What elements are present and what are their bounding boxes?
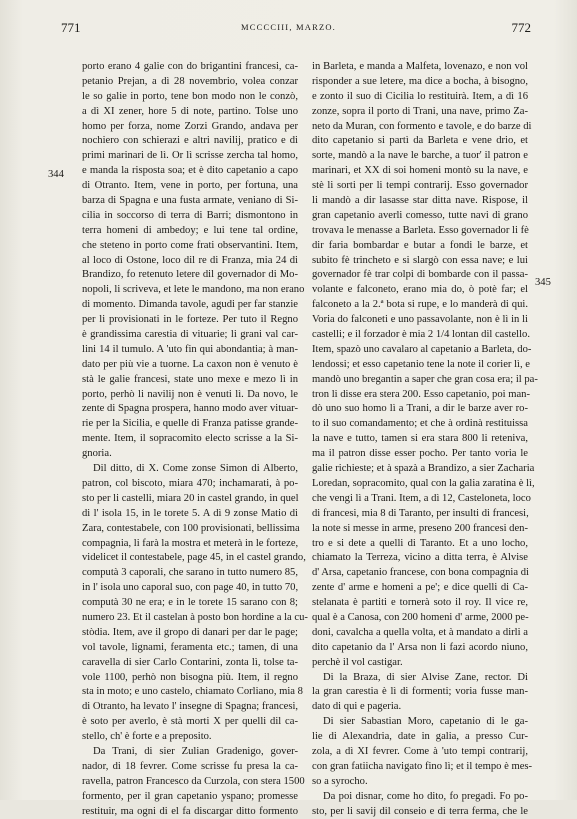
text-line: so a syrocho. [312,775,368,787]
text-line: tron li disse era stera 200. Esso capetanio, poi man- [312,388,530,400]
text-line: nochiero con schierazi e altri navilij, pratico e di [82,135,298,147]
text-line: gran capetanio averli comesso, tutte navi di grano [312,209,528,221]
text-line: di l' isola 15, in le torete 5. A dì 9 zonse Matio di [82,507,298,519]
text-line: stè li sorti per li tempi contrarij. Esso governador [312,180,528,192]
text-line: stòdia. Item, ave il gropo di danari per dar le page; [82,626,298,638]
text-line: Brandizo, fo retenuto letere dil governador di Mo- [82,269,298,281]
margin-number-right: 345 [535,277,551,288]
text-line: computà 3 caporali, che sarano in tutto numero 85, [82,567,298,579]
text-line: la nave e tutto, tamen si era stara 800 li reteniva, [312,433,528,445]
text-line: che vengi lì a Trani. Item, a dì 12, Casteloneta, loco [312,492,531,504]
text-line: primi marinari de lì. Or lì scrisse zercha tal homo, [82,150,298,162]
page-number-right: 772 [511,20,531,35]
text-line: lendossi; et esso capetanio tene la note il corier lì, e [312,358,530,370]
text-line: Da poi disnar, come ho dito, fo pregadi. Fo po- [323,790,528,802]
text-line: governador fè trar colpi di bombarde con il passa- [312,269,528,281]
text-line: ma il patron disse esser pocho. Per tanto voria le [312,448,528,460]
text-line: le so galie in porto, tene bon modo non le conzò, [82,90,298,102]
text-line: dir faria bombardar e butar a fondi le barze, et [312,239,528,251]
text-line: di momento. Dimanda tavole, agudi per far stanzie [82,299,298,311]
text-line: chiamato la Terreza, vicino a ditta terra, è Alvise [312,552,528,564]
margin-number-left: 344 [48,169,64,180]
text-line: cilia in soccorso di terra di Barri; dismontono in [82,209,298,221]
text-line: falconeto a la 2.ª bota si rupe, e lo manderà di qui. [312,299,528,311]
text-line: e manda la risposta soa; et è dito capetanio a capo [82,165,298,177]
text-line: nador, di 18 fevrer. Come scrisse fu presa la ca- [82,760,298,772]
text-line: d' Arsa, capetanio francese, con bona compagnia di [312,567,529,579]
text-line: rie per la Sicilia, e quelle di Franza patisse grande- [82,418,298,430]
text-line: la gran carestia è lì di formenti; voria fusse man- [312,686,528,698]
text-line: dato di qui e pageria. [312,701,402,713]
text-line: videlicet il contestabele, page 45, in el castel grando, [82,552,306,564]
text-line: zonze, sopra il porto di Trani, una nave, primo Za- [312,105,528,117]
text-line: caravella di sier Carlo Contarini, zonta lì, tolse ta- [82,656,298,668]
text-line: mandò uno bregantin a saper che gran cosa era; il pa- [312,373,538,385]
text-line: Di sier Sabastian Moro, capetanio di le ga- [323,716,528,728]
text-line: Di la Braza, di sier Alvise Zane, rector. Di [323,671,528,683]
text-line: zola, a dì XI fevrer. Come à 'uto tempi contrarij, [312,745,528,757]
text-line: zente d' arme e homeni a pe'; e dice quelli di Ca- [312,582,528,594]
text-line: dato per più vie a tuorne. La caxon non è venuto è [82,358,298,370]
text-line: al loco di Ostone, loco dil re di Franza, mia 24 di [82,254,298,266]
page-header [0,16,577,38]
text-line: qual è a Canosa, con 200 homeni d' arme, 2000 pe- [312,611,529,623]
text-line: terra homeni di ambedoy; e lui tene tal ordine, [82,224,298,236]
text-line: compagnia, li farà la mostra et meterà in le forteze, [82,537,299,549]
page-number-left: 771 [61,20,81,35]
text-line: barza di Spagna e una fusta armate, veniano di Si- [82,195,298,207]
text-line: dò uno suo homo lì a Trani, a dir le barze aver ro- [312,403,528,415]
text-line: dito capetanio si partì da Barleta e vene drio, et [312,135,528,147]
text-line: numero 23. Et il castelan à posto bon hordine a la cu- [82,611,308,623]
text-line: perchè il vol castigar. [312,656,403,668]
text-line: doni, cavalcha a quella volta, et à mandato a dirli a [312,626,528,638]
text-line: volante e falconeto, erano mia do, ò potè far; el [312,284,528,296]
text-line: porto erano 4 galie con do brigantini francesi, ca- [82,61,298,72]
left-text-column [82,60,308,819]
text-line: stà le galie francesi, state uno mexe e mezo lì in [82,373,298,385]
text-line: Dil ditto, di X. Come zonse Simon di Alberto, [93,463,298,475]
text-line: sorte, mandò a la nave le barche, a tuor' il patron e [312,150,528,162]
text-line: petanio Prejan, a dì 28 novembrio, volea conzar [82,75,298,87]
text-line: con gran fatiicha navigato fino lì; et il tempo è mes- [312,760,533,772]
text-line: nopoli, li scriveva, et lete le mandono, ma non erano [82,284,305,296]
text-line: in l' isola uno caporal suo, con page 40, in tutto 70, [82,582,299,594]
text-line: sto, per li savij dil conseio e di terra ferma, che le [312,805,528,817]
text-line: ravella, patron Francesco da Curzola, con stera 1500 [82,775,305,787]
text-line: restituir, ma ogni di el fa discargar ditto formento [82,805,298,817]
text-line: vol tavole, lignami, feramenta etc.; tamen, di una [82,641,298,653]
text-line: computà 30 ne era; e in le torete 15 sarano con 8; [82,597,298,609]
text-line: gnoria. [82,448,112,460]
text-line: neto da Muran, con formento e tavole, e do barze di [312,120,532,132]
text-line: tro e si dete a quelli di Taranto. Et a uno locho, [312,537,528,549]
text-line: stelanata è partiti e tornerà soto il roy. Il vice re, [312,597,528,609]
text-line: subito fè trincheto e si slargò con essa nave; e lui [312,254,528,266]
text-line: a dì XI zener, hore 5 di note, partino. Tolse uno [82,105,298,117]
text-line: porto, perhò li navilij non è venuti lì. Da novo, le [82,388,298,400]
text-line: risponder a sue letere, ma dice a bocha, à bisogno, [312,75,528,87]
text-line: sto per li castelli, miara 20 in castel grando, in quel [82,492,299,504]
text-line: e zonto il suo di Cicilia lo restituirà. Item, a dì 16 [312,90,528,102]
text-line: mente. Item, il sopracomito electo scrisse a la Si- [82,433,298,445]
text-line: stello, ch' è forte e a preposito. [82,731,212,743]
text-line: castelli; e il forzador è mia 2 1/4 lontan dil castello. [312,329,530,341]
text-line: Da Trani, di sier Zulian Gradenigo, gover- [93,745,298,757]
text-line: di Otranto, ha levato l' insegne di Spagna; francesi, [82,701,299,713]
right-text-column [312,60,538,819]
text-line: di Otranto. Item, vene in porto, per fortuna, una [82,180,298,192]
text-line: formento, per il gran capetanio yspano; promesse [82,790,298,802]
text-line: Loredan, sopracomito, qual con la galia zaratina è lì, [312,477,535,489]
text-line: per li provisionati in le forteze. Per tuto il Regno [82,314,298,326]
text-line: marinari, et XX di soi homeni montò su la nave, e [312,165,528,177]
text-line: lini 14 il tumulo. A 'uto fin qui abondantia; à man- [82,343,298,355]
text-line: in Barleta, e manda a Malfeta, lovenazo, e non vol [312,61,528,72]
text-line: li mandò a dir lasasse star ditta nave. Rispose, il [312,195,528,207]
text-line: trovava le menasse a Barleta. Esso governador li fè [312,224,529,236]
text-line: Voria do falconeti e uno passavolante, non è lì in li [312,314,528,326]
running-head: MCCCCIII, MARZO. [241,22,336,32]
text-line: che steteno in porto come frati observantini. Item, [82,239,298,251]
text-line: Zara, contestabele, con 100 provisionati, bellissima [82,522,300,534]
text-line: dito capetanio da l' Arsa non li fazi acordo niuno, [312,641,528,653]
text-line: zente di Spagna prospera, hanno modo aver vituar- [82,403,298,415]
text-line: di francesi, mia 8 di Taranto, per insulti di francesi, [312,507,529,519]
text-line: sta in moto; e uno castelo, chiamato Corliano, mia 8 [82,686,303,698]
text-line: galie richieste; et à spazà a Brandizo, a sier Zacharia [312,463,535,475]
text-line: è soto per averlo, è stà morti X per quelli dil ca- [82,716,298,728]
text-line: homo per forza, nome Zorzi Grando, andava per [82,120,298,132]
text-line: vole 1100, perhò non bisogna più. Item, il regno [82,671,298,683]
text-line: Item, spazò uno cavalaro al capetanio a Barleta, do- [312,343,532,355]
text-line: lie di Alexandria, date in galia, a presso Cur- [312,731,528,743]
text-line: patron, col biscoto, miara 470; inchamarati, à po- [82,477,298,489]
text-line: to il suo comandamento; et che à ordinà restituissa [312,418,528,430]
text-line: è grandissima carestia di vituarie; li grani val car- [82,329,298,341]
text-line: la note si messe in arme, preseno 200 francesi den- [312,522,528,534]
